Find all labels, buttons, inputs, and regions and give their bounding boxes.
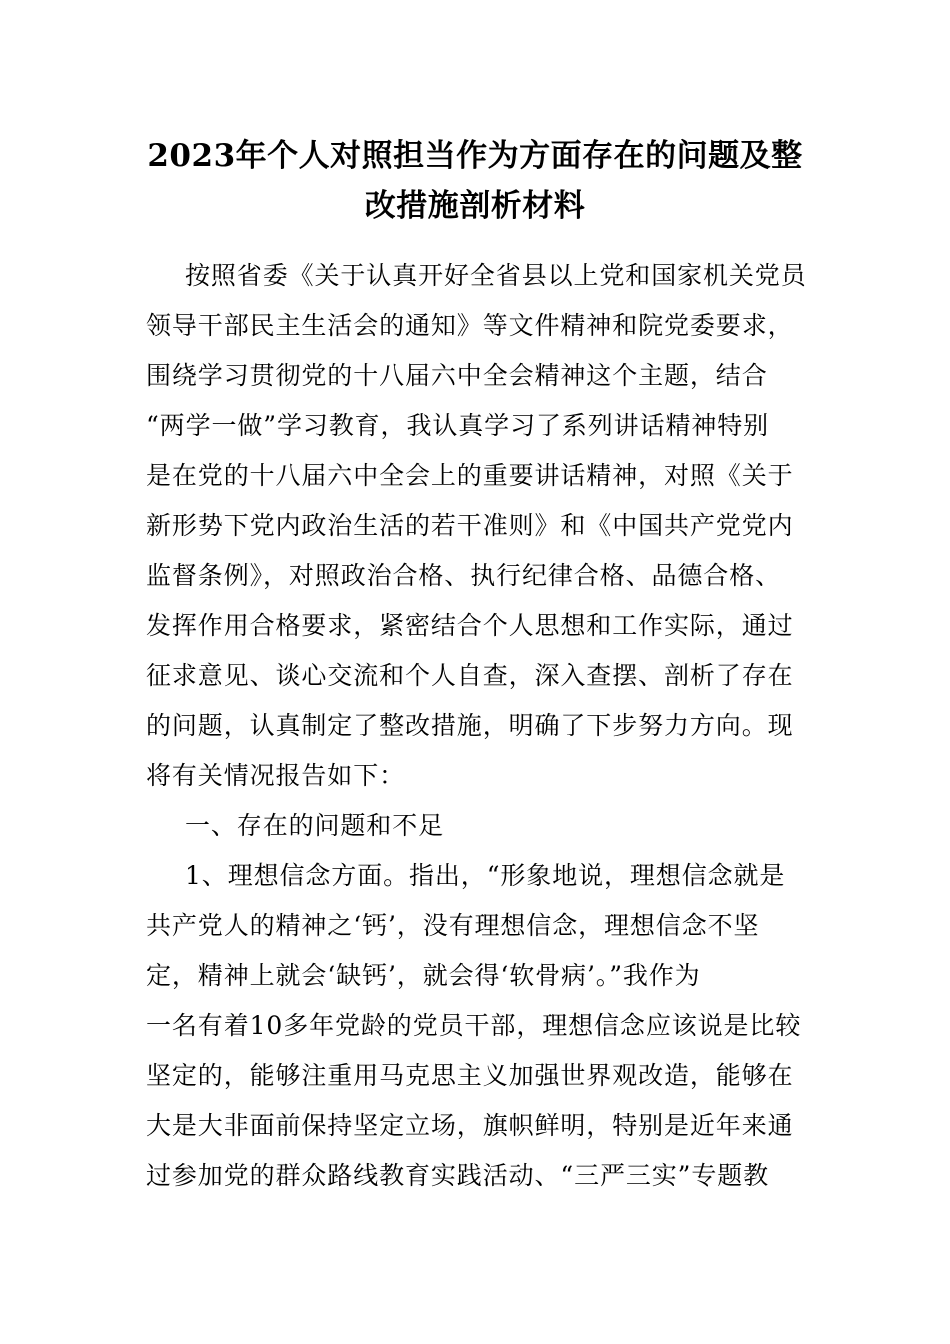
body-line: 监督条例》，对照政治合格、执行纪律合格、品德合格、 [146, 561, 782, 590]
body-line: 定，精神上就会‘缺钙’，就会得‘软骨病’。”我作为 [146, 961, 701, 990]
document-title-line-2: 改措施剖析材料 [364, 188, 586, 224]
body-line: 领导干部民主生活会的通知》等文件精神和院党委要求， [146, 311, 794, 340]
body-line: 过参加党的群众路线教育实践活动、“三严三实”专题教 [146, 1161, 770, 1190]
body-line: 是在党的十八届六中全会上的重要讲话精神，对照《关于 [146, 461, 794, 490]
body-line: 共产党人的精神之‘钙’，没有理想信念，理想信念不坚 [146, 911, 760, 940]
body-line: 大是大非面前保持坚定立场，旗帜鲜明，特别是近年来通 [146, 1111, 794, 1140]
body-line: 新形势下党内政治生活的若干准则》和《中国共产党党内 [146, 511, 794, 540]
body-line: 坚定的，能够注重用马克思主义加强世界观改造，能够在 [146, 1061, 794, 1090]
body-line: 一名有着10多年党龄的党员干部，理想信念应该说是比较 [146, 1011, 802, 1040]
body-line: 的问题，认真制定了整改措施，明确了下步努力方向。现 [146, 711, 794, 740]
document-title-line-1: 2023年个人对照担当作为方面存在的问题及整 [147, 138, 803, 174]
body-line: 发挥作用合格要求，紧密结合个人思想和工作实际，通过 [146, 611, 794, 640]
body-line: 按照省委《关于认真开好全省县以上党和国家机关党员 [185, 261, 807, 290]
body-line: 围绕学习贯彻党的十八届六中全会精神这个主题，结合 [146, 361, 768, 390]
body-line: “两学一做”学习教育，我认真学习了系列讲话精神特别 [146, 411, 770, 440]
body-line: 将有关情况报告如下： [146, 761, 406, 790]
body-line: 征求意见、谈心交流和个人自查，深入查摆、剖析了存在 [146, 661, 794, 690]
section-heading: 一、存在的问题和不足 [185, 811, 445, 840]
body-line: 1、理想信念方面。指出，“形象地说，理想信念就是 [185, 861, 786, 890]
